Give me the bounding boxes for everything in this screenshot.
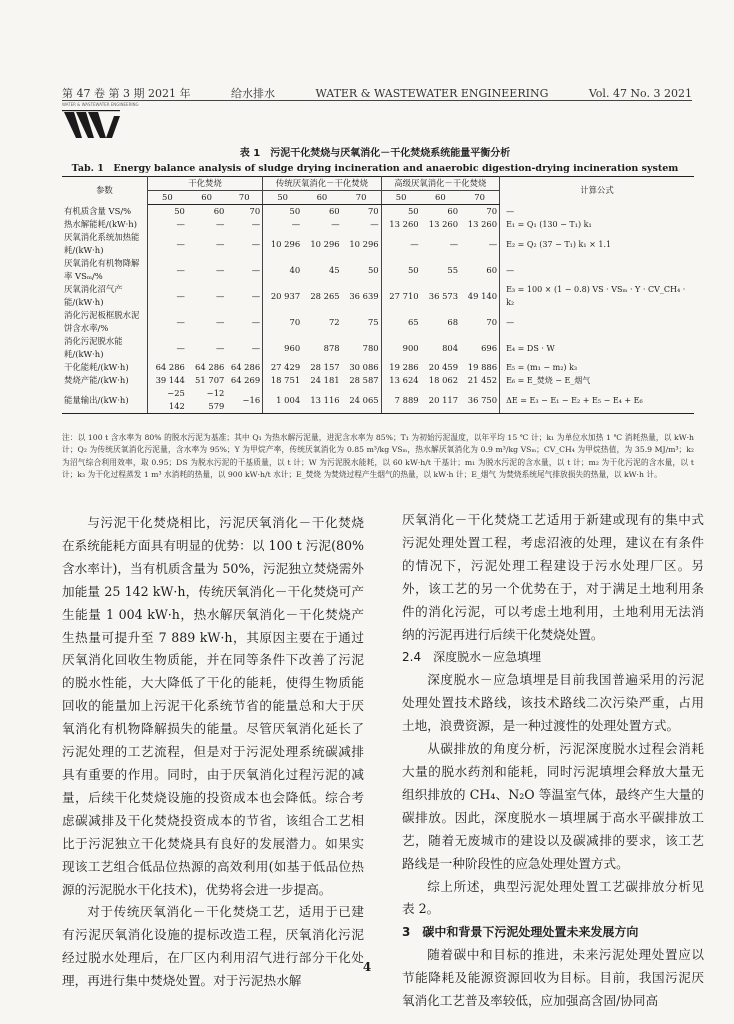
col-header-param: 参数: [62, 177, 147, 205]
table-cell-value: 60: [328, 206, 340, 216]
table-cell-value: −16: [226, 387, 262, 414]
table-cell-value: —: [449, 238, 459, 249]
col-subheader-vs: 70: [460, 191, 499, 205]
table-cell-value: —: [176, 264, 185, 275]
table-cell-value: 19 286: [389, 362, 419, 372]
table-cell-value: 24 181: [310, 375, 340, 385]
paragraph: 深度脱水－应急填埋是目前我国普遍采用的污泥处理处置技术路线，该技术路线二次污染严重，占用土地，浪费资源，是一种过渡性的处理处置方式。: [402, 672, 704, 734]
table-cell-formula: E₅ = (m₁ − m₂) k₃: [506, 363, 578, 372]
table-cell-formula: E₁ = Q₁ (130 − T₁) k₁: [506, 220, 592, 229]
table-row: [62, 205, 694, 219]
table-cell-value: —: [226, 335, 262, 361]
table-cell-value: 64 286: [195, 362, 225, 372]
table-cell-value: 13 260: [460, 218, 499, 231]
table-cell-value: 18 751: [270, 375, 301, 385]
table-cell-value: —: [410, 238, 419, 249]
col-header-formula: 计算公式: [500, 177, 694, 205]
table-cell-param: 焚烧产能/(kW·h): [62, 374, 147, 387]
table-title-en: Tab. 1 Energy balance analysis of sludge drying incineration and anaerobic digestion-drying incineration system: [71, 163, 679, 174]
table-cell-value: —: [176, 290, 185, 301]
table-cell-value: 21 452: [460, 374, 499, 387]
table-cell-value: —: [176, 219, 185, 229]
table-cell-formula: E₃ = 100 × (1 − 0.8) VS · VSₘ · Y · CV_CH₄ · k₂: [506, 285, 686, 307]
table-cell-value: 50: [174, 206, 185, 216]
col-subheader-vs: 50: [147, 191, 186, 205]
table-row: [62, 231, 694, 257]
table-cell-param: 厌氧消化有机物降解率 VSₘ/%: [62, 257, 147, 283]
table-cell-value: 49 140: [460, 283, 499, 309]
table-cell-value: —: [226, 218, 262, 231]
table-cell-value: 27 710: [389, 290, 419, 301]
table-cell-formula: —: [506, 317, 515, 327]
table-cell-param: 厌氧消化系统加热能耗/(kW·h): [62, 231, 147, 257]
table-cell-value: —: [342, 218, 381, 231]
table-title-cn: 表 1 污泥干化焚烧与厌氧消化－干化焚烧系统能量平衡分析: [239, 148, 511, 159]
table-cell-value: 13 260: [389, 219, 419, 229]
table-cell-value: —: [215, 316, 225, 327]
table-cell-value: 65: [407, 316, 419, 327]
section-heading-3: 3 碳中和背景下污泥处理处置未来发展方向: [402, 925, 639, 940]
table-cell-value: —: [215, 264, 225, 275]
table-cell-value: 50: [407, 264, 419, 275]
table-cell-formula: E₄ = DS · W: [506, 343, 555, 353]
table-cell-value: 30 086: [342, 361, 381, 374]
table-cell-value: 696: [460, 335, 499, 361]
table-cell-value: 20 117: [421, 387, 460, 414]
table-cell-formula: —: [506, 206, 515, 216]
table-row: [62, 374, 694, 387]
table-cell-value: 36 750: [460, 387, 499, 414]
table-cell-value: 50: [289, 206, 301, 216]
table-cell-value: —: [226, 283, 262, 309]
paragraph: 对于传统厌氧消化－干化焚烧工艺，适用于已建有污泥厌氧消化设施的提标改造工程，厌氧消化污泥经过脱水处理后，在厂区内利用沼气进行部分干化处理，再进行集中焚烧处置。对于污泥热水解: [62, 904, 364, 989]
table-cell-value: 60: [447, 206, 459, 216]
col-group-drying-incineration: 干化焚烧: [147, 177, 262, 191]
table-cell-value: 878: [323, 342, 340, 353]
col-subheader-vs: 70: [226, 191, 262, 205]
header-rule: [62, 100, 692, 101]
table-cell-value: 70: [342, 205, 381, 219]
issue-cn: 第 47 卷 第 3 期 2021 年: [62, 87, 191, 100]
table-cell-value: −12 579: [187, 387, 226, 414]
table-note: 注：以 100 t 含水率为 80% 的脱水污泥为基准；其中 Q₁ 为热水解污泥量，进泥含水率为 85%；T₁ 为初始污泥温度，以年平均 15 ℃ 计；k₁ 为单位水加热 1 ℃ 消耗热量，以 kW·h 计；Q₂ 为传统厌氧消化污泥量，含水率为 95%；Y 为甲烷产率，传统厌氧消化为 0.85 m³/kg VSₘ，热水解厌氧消化为 0.9 m³/kg VSₘ；CV_CH₄ 为甲烷热值，为 35.9 MJ/m³；k₂ 为沼气综合利用效率，取 0.95；DS 为脱水污泥的干基质量，以 t 计；W 为污泥脱水能耗，以 60 kW·h/t 干基计；m₁ 为脱水污泥的含水量，以 t 计；m₂ 为干化污泥的含水量，以 t 计；k₃ 为干化过程蒸发 1 m³ 水消耗的热量，以 900 kW·h/t 水计；E_焚烧 为焚烧过程产生烟气的热量，以 kW·h 计；E_烟气 为焚烧系统尾气排放损失的热量，以 kW·h 计。: [62, 433, 694, 480]
table-cell-value: 70: [460, 205, 499, 219]
section-heading-2-4: 2.4 深度脱水－应急填埋: [402, 650, 542, 665]
table-cell-value: —: [226, 231, 262, 257]
table-cell-value: —: [176, 342, 185, 353]
table-cell-value: 64 286: [155, 362, 185, 372]
table-cell-value: 20 459: [428, 362, 459, 372]
table-cell-value: 70: [289, 316, 301, 327]
table-cell-value: 1 004: [263, 387, 302, 414]
col-subheader-vs: 60: [187, 191, 226, 205]
body-column-left: [62, 512, 364, 993]
table-cell-formula: ΔE = E₃ − E₁ − E₂ + E₅ − E₄ + E₆: [500, 387, 694, 414]
table-cell-value: —: [176, 238, 185, 249]
table-cell-param: 热水解能耗/(kW·h): [62, 218, 147, 231]
paragraph: 随着碳中和目标的推进，未来污泥处理处置应以节能降耗及能源资源回收为目标。目前，我国污泥厌氧消化工艺普及率较低，应加强高含固/协同高: [402, 947, 704, 1009]
journal-cn: 给水排水: [230, 87, 275, 100]
table-row: [62, 309, 694, 335]
table-cell-value: 7 889: [381, 387, 420, 414]
table-cell-value: 13 260: [428, 219, 459, 229]
table-row: [62, 257, 694, 283]
table-cell-value: 60: [460, 257, 499, 283]
table-cell-value: —: [215, 290, 225, 301]
table-cell-param: 消化污泥脱水能耗/(kW·h): [62, 335, 147, 361]
table-cell-value: 19 886: [460, 361, 499, 374]
table-cell-value: 27 429: [270, 362, 301, 372]
col-subheader-vs: 60: [302, 191, 341, 205]
col-subheader-vs: 60: [421, 191, 460, 205]
col-subheader-vs: 50: [263, 191, 302, 205]
col-subheader-vs: 50: [381, 191, 420, 205]
table-cell-value: −25 142: [147, 387, 186, 414]
table-cell-formula: E₂ = Q₂ (37 − T₁) k₁ × 1.1: [506, 239, 612, 249]
table-cell-value: 64 269: [226, 374, 262, 387]
running-header: [62, 85, 692, 101]
table-cell-value: 70: [226, 205, 262, 219]
table-cell-value: 55: [447, 264, 459, 275]
table-cell-value: —: [226, 257, 262, 283]
table-cell-value: —: [460, 231, 499, 257]
table-cell-value: —: [331, 219, 340, 229]
table-cell-value: 780: [342, 335, 381, 361]
table-cell-value: —: [226, 309, 262, 335]
table-cell-value: 28 157: [310, 362, 340, 372]
table-cell-value: 50: [407, 206, 419, 216]
table-cell-value: 39 144: [155, 375, 185, 385]
table-row: [62, 335, 694, 361]
table-cell-value: 60: [213, 206, 225, 216]
table-cell-value: 900: [402, 342, 419, 353]
table-cell-value: 68: [447, 316, 459, 327]
table-cell-param: 有机质含量 VS/%: [62, 205, 147, 219]
table-header-row: [62, 177, 694, 191]
table-cell-value: 28 587: [342, 374, 381, 387]
logo-w-mark-icon: [62, 108, 122, 144]
table-cell-formula: —: [506, 265, 515, 275]
table-cell-value: 960: [284, 342, 301, 353]
table-body: [62, 205, 694, 414]
table-cell-param: 干化能耗/(kW·h): [62, 361, 147, 374]
table-cell-param: 厌氧消化沼气产能/(kW·h): [62, 283, 147, 309]
table-cell-value: 10 296: [310, 238, 340, 249]
paragraph: 从碳排放的角度分析，污泥深度脱水过程会消耗大量的脱水药剂和能耗，同时污泥填埋会释放大量无组织排放的 CH₄、N₂O 等温室气体，最终产生大量的碳排放。因此，深度脱水－填埋属于高水平碳排放工艺，随着无废城市的建设以及碳减排的要求，该工艺路线是一种阶段性的应急处理处置方式。: [402, 741, 704, 871]
table-cell-formula: E₆ = E_焚烧 − E_烟气: [506, 376, 591, 385]
energy-balance-table: [62, 176, 694, 414]
table-row: [62, 361, 694, 374]
table-row: [62, 218, 694, 231]
journal-en: WATER & WASTEWATER ENGINEERING: [315, 86, 549, 100]
paragraph: 与污泥干化焚烧相比，污泥厌氧消化－干化焚烧在系统能耗方面具有明显的优势：以 100 t 污泥(80% 含水率计)，当有机质含量为 50%，污泥独立焚烧需外加能量 25 142 kW·h，传统厌氧消化－干化焚烧可产生能量 1 004 kW·h，热水解厌氧消化－干化焚烧产生热量可提升至 7 889 kW·h，其原因主要在于通过厌氧消化回收生物质能，并在同等条件下改善了污泥的脱水性能，大大降低了干化的能耗，使得生物质能回收的能量加上污泥干化系统节省的能量总和大于厌氧消化有机物降解损失的能量。尽管厌氧消化延长了污泥处理的工艺流程，但是对于污泥处理系统碳减排具有重要的作用。同时，由于厌氧消化过程污泥的减量，后续干化焚烧设施的投资成本也会降低。综合考虑碳减排及干化焚烧投资成本的节省，该组合工艺相比于污泥独立干化焚烧具有良好的发展潜力。如果实现该工艺组合低品位热源的高效利用(如基于低品位热源的污泥脱水干化技术)，优势将会进一步提高。: [62, 515, 364, 897]
table-cell-value: —: [215, 219, 225, 229]
table-cell-value: —: [291, 219, 301, 229]
table-row: [62, 283, 694, 309]
table-cell-param: 消化污泥板框脱水泥饼含水率/%: [62, 309, 147, 335]
table-cell-value: 36 639: [342, 283, 381, 309]
table-cell-value: 28 265: [310, 290, 340, 301]
table-cell-value: 64 286: [226, 361, 262, 374]
journal-logo: [62, 102, 139, 146]
table-row: [62, 387, 694, 414]
table-cell-value: 804: [442, 342, 459, 353]
table-cell-value: 13 624: [389, 375, 419, 385]
table-cell-value: 24 065: [342, 387, 381, 414]
table-cell-value: —: [176, 316, 185, 327]
table-cell-value: 72: [328, 316, 340, 327]
col-subheader-vs: 70: [342, 191, 381, 205]
table-cell-value: 45: [328, 264, 340, 275]
col-group-advanced-ad: 高级厌氧消化－干化焚烧: [381, 177, 499, 191]
table-cell-param: 能量输出/(kW·h): [62, 387, 147, 414]
body-column-right: [402, 509, 704, 1013]
table-cell-value: —: [215, 342, 225, 353]
table-cell-value: 70: [460, 309, 499, 335]
table-cell-value: 18 062: [428, 375, 459, 385]
issue-en: Vol. 47 No. 3 2021: [588, 86, 692, 100]
table-cell-value: 50: [342, 257, 381, 283]
table-cell-value: 40: [289, 264, 301, 275]
table-cell-value: 13 116: [302, 387, 341, 414]
table-cell-value: 75: [342, 309, 381, 335]
table-cell-value: 20 937: [270, 290, 301, 301]
table-cell-value: 10 296: [342, 231, 381, 257]
page-number: 4: [362, 960, 372, 974]
table-cell-value: 51 707: [195, 375, 225, 385]
table-cell-value: 36 573: [428, 290, 459, 301]
paragraph: 综上所述，典型污泥处理处置工艺碳排放分析见表 2。: [402, 878, 704, 917]
table-cell-value: —: [215, 238, 225, 249]
table-cell-value: 10 296: [270, 238, 301, 249]
paragraph: 厌氧消化－干化焚烧工艺适用于新建或现有的集中式污泥处理处置工程，考虑沼液的处理，建议在有条件的情况下，污泥处理工程建设于污水处理厂区。另外，该工艺的另一个优势在于，对于满足土地利用条件的消化污泥，可以考虑土地利用，土地利用无法消纳的污泥再进行后续干化焚烧处置。: [402, 512, 704, 642]
logo-caption: WATER & WASTEWATER ENGINEERING: [62, 102, 139, 107]
col-group-traditional-ad: 传统厌氧消化－干化焚烧: [263, 177, 381, 191]
